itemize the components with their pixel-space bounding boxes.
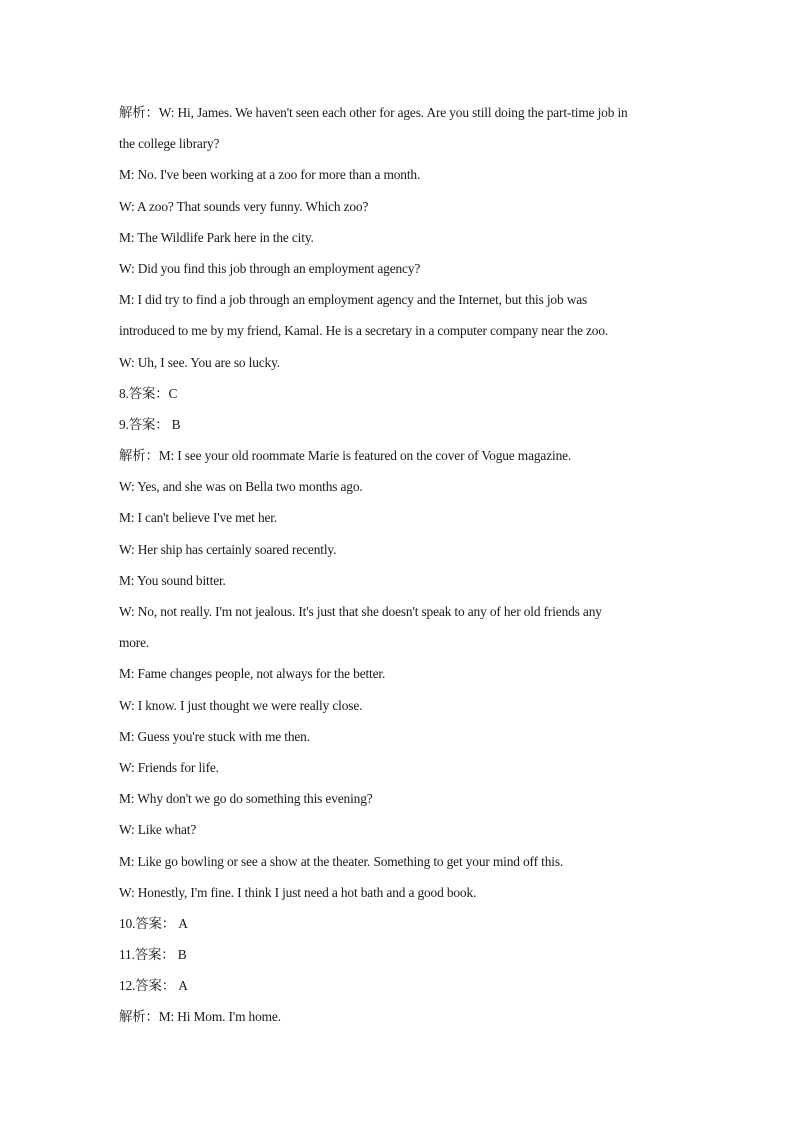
text-line: W: No, not really. I'm not jealous. It's just that she doesn't speak to any of her old friends any bbox=[119, 604, 602, 619]
text-line: M: I can't believe I've met her. bbox=[119, 510, 278, 526]
text-line: introduced to me by my friend, Kamal. He is a secretary in a computer company near the zoo. bbox=[119, 323, 609, 339]
text-line: W: Friends for life. bbox=[119, 759, 219, 775]
answer-line: 8.答案：C bbox=[119, 385, 178, 401]
answer-line: 9.答案： B bbox=[119, 416, 181, 432]
text-line: W: Uh, I see. You are so lucky. bbox=[119, 354, 280, 370]
answer-line: 12.答案： A bbox=[119, 978, 188, 994]
text-line: M: The Wildlife Park here in the city. bbox=[119, 229, 314, 245]
text-line: W: Like what? bbox=[119, 822, 197, 838]
text-line: M: Like go bowling or see a show at the theater. Something to get your mind off this. bbox=[119, 853, 564, 869]
text-line: W: Did you find this job through an employment agency? bbox=[119, 260, 421, 276]
text-line: W: A zoo? That sounds very funny. Which zoo? bbox=[119, 198, 369, 214]
text-line: more. bbox=[119, 635, 150, 651]
text-line: M: Why don't we go do something this evening? bbox=[119, 791, 373, 807]
text-line: W: Honestly, I'm fine. I think I just need a hot bath and a good book. bbox=[119, 884, 477, 900]
answer-line: 10.答案： A bbox=[119, 915, 188, 931]
text-line: 解析：W: Hi, James. We haven't seen each other for ages. Are you still doing the part-time job in bbox=[119, 105, 628, 120]
text-line: M: Fame changes people, not always for the better. bbox=[119, 666, 386, 682]
text-line: 解析：M: Hi Mom. I'm home. bbox=[119, 1009, 281, 1025]
text-line: M: I did try to find a job through an employment agency and the Internet, but this job was bbox=[119, 292, 588, 308]
text-line: W: Yes, and she was on Bella two months ago. bbox=[119, 479, 363, 495]
document-body bbox=[119, 97, 679, 1033]
answer-line: 11.答案： B bbox=[119, 947, 187, 963]
text-line: M: No. I've been working at a zoo for more than a month. bbox=[119, 167, 421, 183]
text-line: W: I know. I just thought we were really close. bbox=[119, 697, 363, 713]
text-line: the college library? bbox=[119, 136, 220, 152]
text-line: M: You sound bitter. bbox=[119, 572, 226, 588]
text-line: 解析：M: I see your old roommate Marie is featured on the cover of Vogue magazine. bbox=[119, 448, 572, 464]
text-line: W: Her ship has certainly soared recently. bbox=[119, 541, 337, 557]
text-line: M: Guess you're stuck with me then. bbox=[119, 728, 310, 744]
